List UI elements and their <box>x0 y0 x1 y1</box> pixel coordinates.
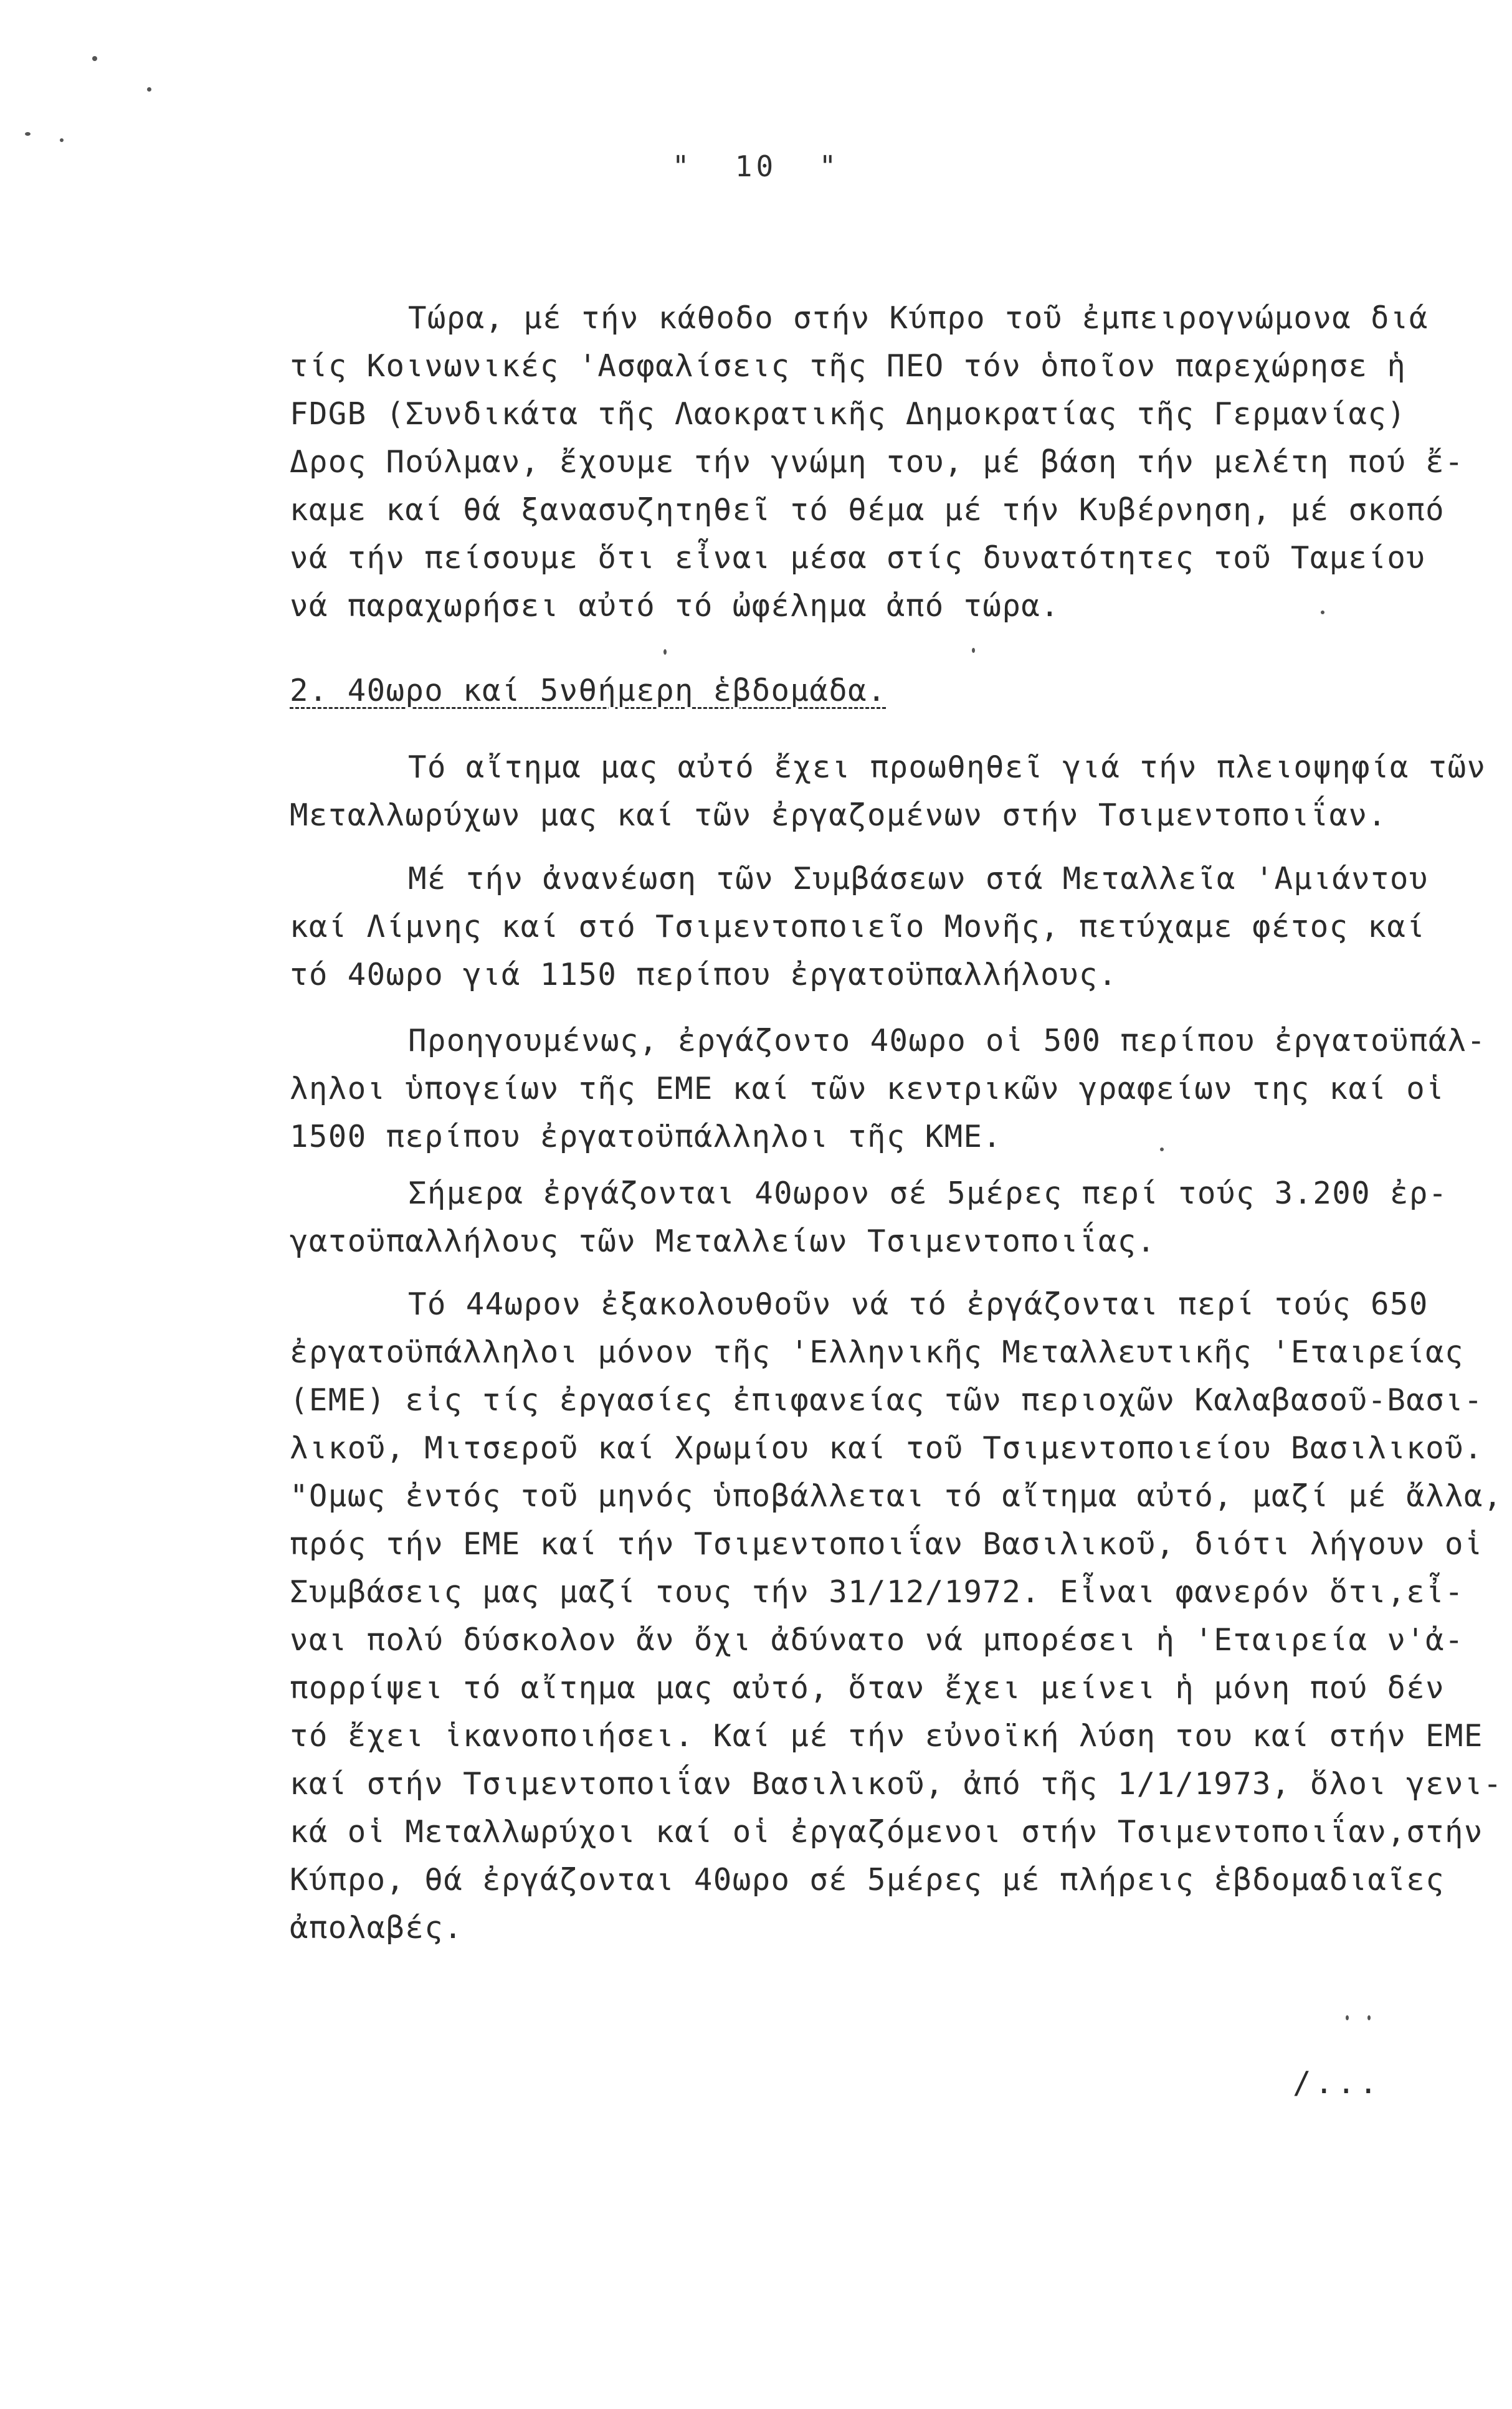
text-line: τίς Κοινωνικές 'Ασφαλίσεις τῆς ΠΕΟ τόν ὁποῖον παρεχώρησε ἡ <box>290 348 1407 384</box>
text-line: Τό 44ωρον ἐξακολουθοῦν νά τό ἐργάζονται περί τούς 650 <box>408 1286 1429 1322</box>
page-number: " 10 " <box>672 150 840 183</box>
scan-speck <box>60 138 64 142</box>
paragraph-today <box>290 1169 1467 1265</box>
scan-speck <box>1346 2015 1349 2020</box>
paragraph-agreements <box>290 855 1467 999</box>
section-heading-block <box>290 667 1467 715</box>
section-heading-line <box>290 667 1467 715</box>
text-line: Κύπρο, θά ἐργάζονται 40ωρο σέ 5μέρες μέ πλήρεις ἑβδομαδιαῖες <box>290 1862 1445 1898</box>
scan-speck <box>1367 2015 1371 2020</box>
text-line: Δρος Πούλμαν, ἔχουμε τήν γνώμη του, μέ βάση τήν μελέτη πού ἔ- <box>290 444 1464 480</box>
text-line: Μέ τήν ἀνανέωση τῶν Συμβάσεων στά Μεταλλεῖα 'Αμιάντου <box>408 861 1429 896</box>
scan-speck <box>663 649 667 655</box>
text-line: Τώρα, μέ τήν κάθοδο στήν Κύπρο τοῦ ἐμπειρογνώμονα διά <box>408 300 1429 336</box>
text-line: νά τήν πείσουμε ὅτι εἶναι μέσα στίς δυνατότητες τοῦ Ταμείου <box>290 540 1426 576</box>
text-line: λικοῦ, Μιτσεροῦ καί Χρωμίου καί τοῦ Τσιμεντοποιείου Βασιλικοῦ. <box>290 1430 1483 1466</box>
continuation-mark: /... <box>1293 2065 1382 2101</box>
text-line: καμε καί θά ξανασυζητηθεῖ τό θέμα μέ τήν Κυβέρνηση, μέ σκοπό <box>290 492 1445 528</box>
text-line: (ΕΜΕ) εἰς τίς ἐργασίες ἐπιφανείας τῶν περιοχῶν Καλαβασοῦ-Βασι- <box>290 1382 1483 1418</box>
scan-speck <box>972 648 975 653</box>
text-line: ναι πολύ δύσκολον ἄν ὄχι ἀδύνατο νά μπορέσει ἡ 'Εταιρεία ν'ἀ- <box>290 1622 1464 1658</box>
text-line: ἐργατοϋπάλληλοι μόνον τῆς 'Ελληνικῆς Μεταλλευτικῆς 'Εταιρείας <box>290 1334 1464 1370</box>
text-line: καί Λίμνης καί στό Τσιμεντοποιεῖο Μονῆς, πετύχαμε φέτος καί <box>290 909 1426 944</box>
paragraph-44-hours <box>290 1280 1503 1952</box>
text-line: κά οἱ Μεταλλωρύχοι καί οἱ ἐργαζόμενοι στήν Τσιμεντοποιΐαν,στήν <box>290 1814 1483 1850</box>
text-line: πρός τήν ΕΜΕ καί τήν Τσιμεντοποιΐαν Βασιλικοῦ, διότι λήγουν οἱ <box>290 1526 1483 1562</box>
scan-speck <box>1160 1147 1164 1151</box>
paragraph-intro <box>290 294 1467 630</box>
text-line: Συμβάσεις μας μαζί τους τήν 31/12/1972. Εἶναι φανερόν ὅτι,εἶ- <box>290 1574 1464 1610</box>
scan-speck <box>92 56 97 61</box>
text-line: FDGB (Συνδικάτα τῆς Λαοκρατικῆς Δημοκρατίας τῆς Γερμανίας) <box>290 396 1407 432</box>
text-line: καί στήν Τσιμεντοποιΐαν Βασιλικοῦ, ἀπό τῆς 1/1/1973, ὅλοι γενι- <box>290 1766 1503 1802</box>
text-line: Σήμερα ἐργάζονται 40ωρον σέ 5μέρες περί τούς 3.200 ἐρ- <box>408 1176 1448 1211</box>
text-line: τό ἔχει ἱκανοποιήσει. Καί μέ τήν εὐνοϊκή λύση του καί στήν ΕΜΕ <box>290 1718 1483 1754</box>
text-line: 1500 περίπου ἐργατοϋπάλληλοι τῆς ΚΜΕ. <box>290 1119 1002 1154</box>
text-line: ἀπολαβές. <box>290 1910 464 1946</box>
section-heading: 2. 40ωρο καί 5νθήμερη ἑβδομάδα. <box>290 673 887 708</box>
scan-speck <box>147 87 151 92</box>
text-line: γατοϋπαλλήλους τῶν Μεταλλείων Τσιμεντοποιΐας. <box>290 1224 1156 1259</box>
text-line: ληλοι ὑπογείων τῆς ΕΜΕ καί τῶν κεντρικῶν γραφείων της καί οἱ <box>290 1071 1445 1106</box>
text-line: πορρίψει τό αἴτημα μας αὐτό, ὅταν ἔχει μείνει ἡ μόνη πού δέν <box>290 1670 1445 1706</box>
text-line: Τό αἴτημα μας αὐτό ἔχει προωθηθεῖ γιά τήν πλειοψηφία τῶν <box>408 749 1486 785</box>
paragraph-proposal <box>290 743 1486 839</box>
scan-speck <box>1321 611 1324 614</box>
text-line: "Ομως ἐντός τοῦ μηνός ὑποβάλλεται τό αἴτημα αὐτό, μαζί μέ ἄλλα, <box>290 1478 1503 1514</box>
text-line: Μεταλλωρύχων μας καί τῶν ἐργαζομένων στήν Τσιμεντοποιΐαν. <box>290 797 1387 833</box>
paragraph-previously <box>290 1017 1486 1161</box>
text-line: τό 40ωρο γιά 1150 περίπου ἐργατοϋπαλλήλους. <box>290 957 1118 992</box>
scan-speck <box>25 132 31 136</box>
text-line: Προηγουμένως, ἐργάζοντο 40ωρο οἱ 500 περίπου ἐργατοϋπάλ- <box>408 1023 1486 1058</box>
text-line: νά παραχωρήσει αὐτό τό ὠφέλημα ἀπό τώρα. <box>290 588 1060 624</box>
